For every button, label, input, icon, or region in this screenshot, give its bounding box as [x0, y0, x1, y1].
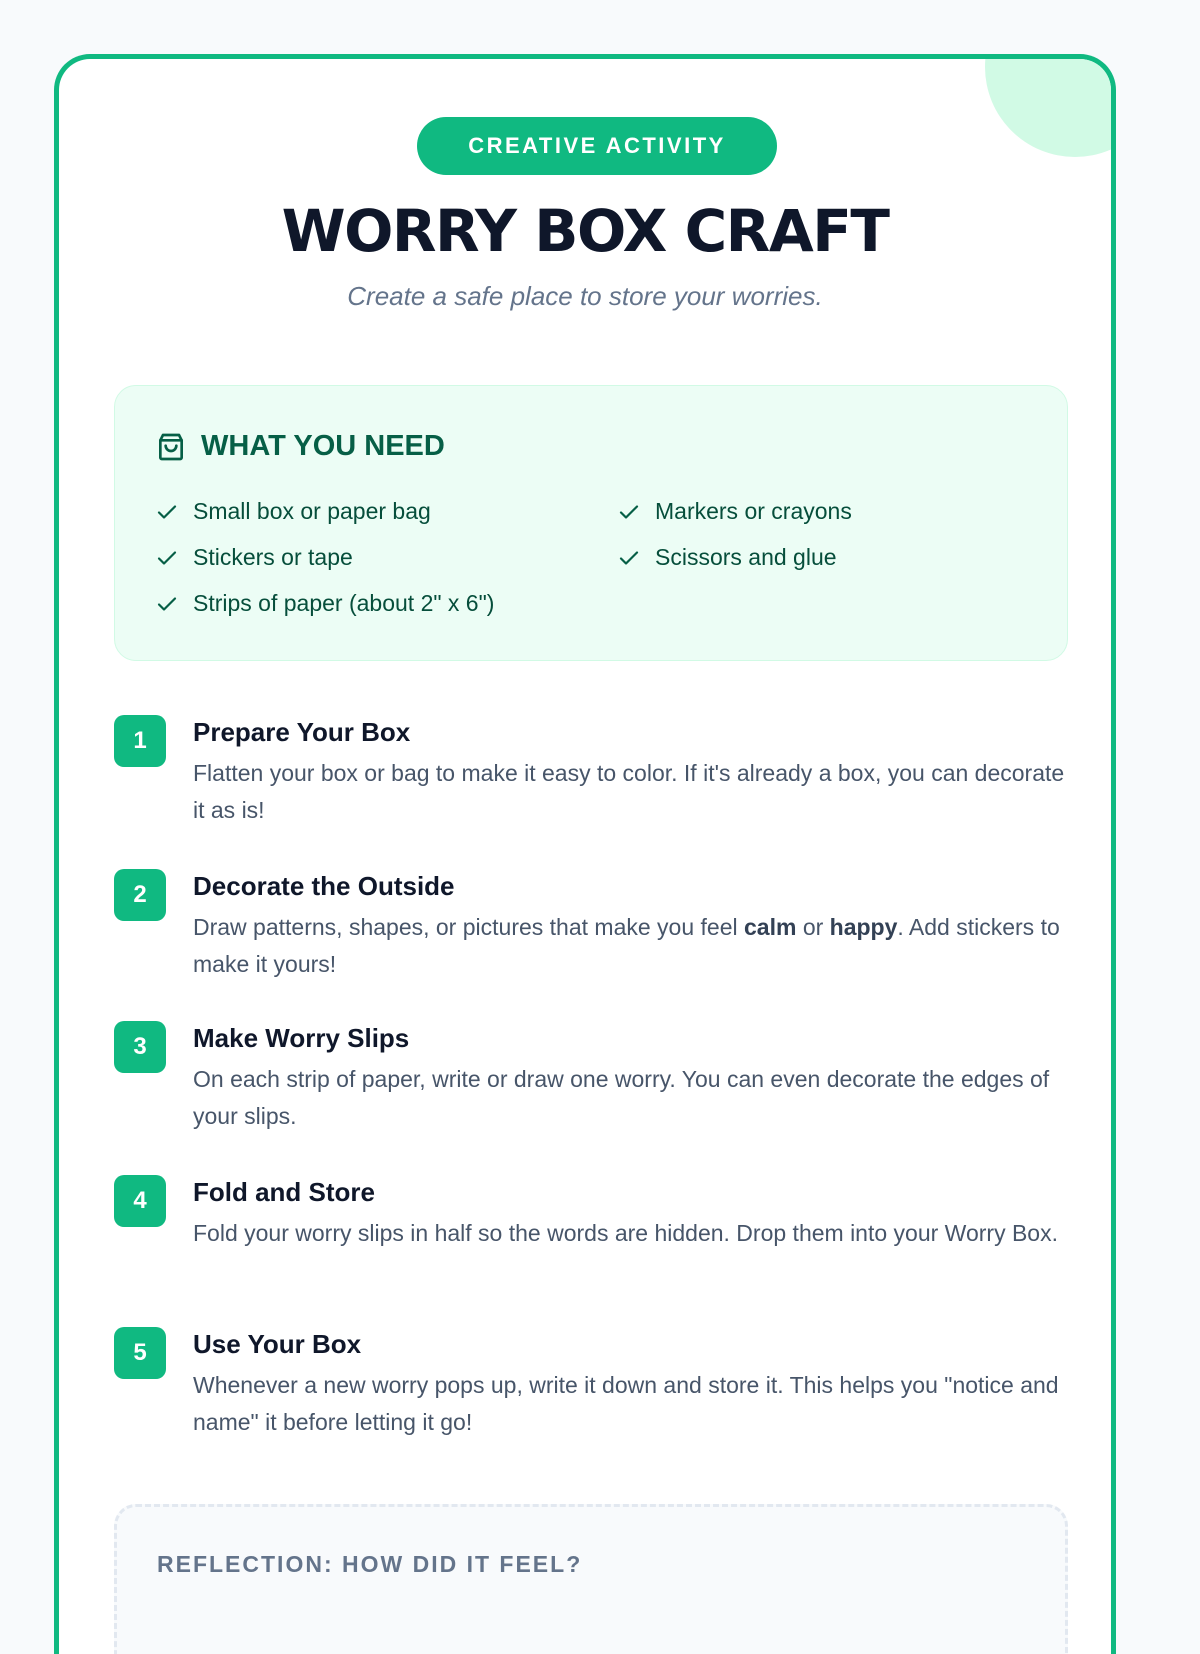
what-you-need-title: WHAT YOU NEED	[201, 430, 445, 462]
step-number: 2	[114, 869, 166, 921]
step-description: Flatten your box or bag to make it easy to color. If it's already a box, you can decorate it as is!	[193, 760, 1065, 823]
step-number: 1	[114, 715, 166, 767]
emphasis-calm: calm	[744, 914, 797, 940]
reflection-heading: REFLECTION: HOW DID IT FEEL?	[157, 1551, 583, 1577]
step-text: . Add stickers to make it yours!	[193, 914, 1060, 977]
what-you-need-panel	[114, 385, 1068, 661]
need-item-label: Strips of paper (about 2" x 6")	[193, 590, 495, 616]
need-item-label: Small box or paper bag	[193, 498, 431, 524]
step-title: Use Your Box	[193, 1329, 362, 1359]
what-you-need-header	[155, 430, 445, 463]
check-icon	[617, 500, 641, 524]
step-title: Make Worry Slips	[193, 1023, 410, 1053]
emphasis-happy: happy	[829, 914, 898, 940]
list-item	[155, 544, 353, 571]
step-description: On each strip of paper, write or draw one worry. You can even decorate the edges of your slips.	[193, 1066, 1050, 1129]
step-number: 3	[114, 1021, 166, 1073]
shopping-bag-icon	[155, 431, 187, 463]
list-item	[617, 498, 852, 525]
step-text: Draw patterns, shapes, or pictures that make you feel	[193, 914, 744, 940]
need-item-label: Stickers or tape	[193, 544, 353, 570]
list-item	[155, 498, 431, 525]
step-description	[193, 909, 1073, 983]
need-item-label: Markers or crayons	[655, 498, 852, 524]
list-item	[155, 590, 494, 617]
category-badge: CREATIVE ACTIVITY	[417, 117, 777, 175]
need-item-label: Scissors and glue	[655, 544, 837, 570]
step-number: 5	[114, 1327, 166, 1379]
step-number: 4	[114, 1175, 166, 1227]
reflection-panel	[114, 1504, 1068, 1654]
step-text: or	[796, 914, 830, 940]
check-icon	[617, 546, 641, 570]
decorative-circle	[985, 54, 1116, 157]
step-title: Prepare Your Box	[193, 717, 411, 747]
check-icon	[155, 546, 179, 570]
step-description: Whenever a new worry pops up, write it down and store it. This helps you "notice and name" it before letting it go!	[193, 1372, 1059, 1435]
page-subtitle: Create a safe place to store your worries.	[347, 281, 823, 311]
list-item	[617, 544, 837, 571]
activity-card	[54, 54, 1116, 1654]
step-title: Decorate the Outside	[193, 871, 455, 901]
check-icon	[155, 500, 179, 524]
step-title: Fold and Store	[193, 1177, 375, 1207]
step-description: Fold your worry slips in half so the words are hidden. Drop them into your Worry Box.	[193, 1220, 1058, 1246]
check-icon	[155, 592, 179, 616]
page-title: WORRY BOX CRAFT	[281, 197, 889, 265]
